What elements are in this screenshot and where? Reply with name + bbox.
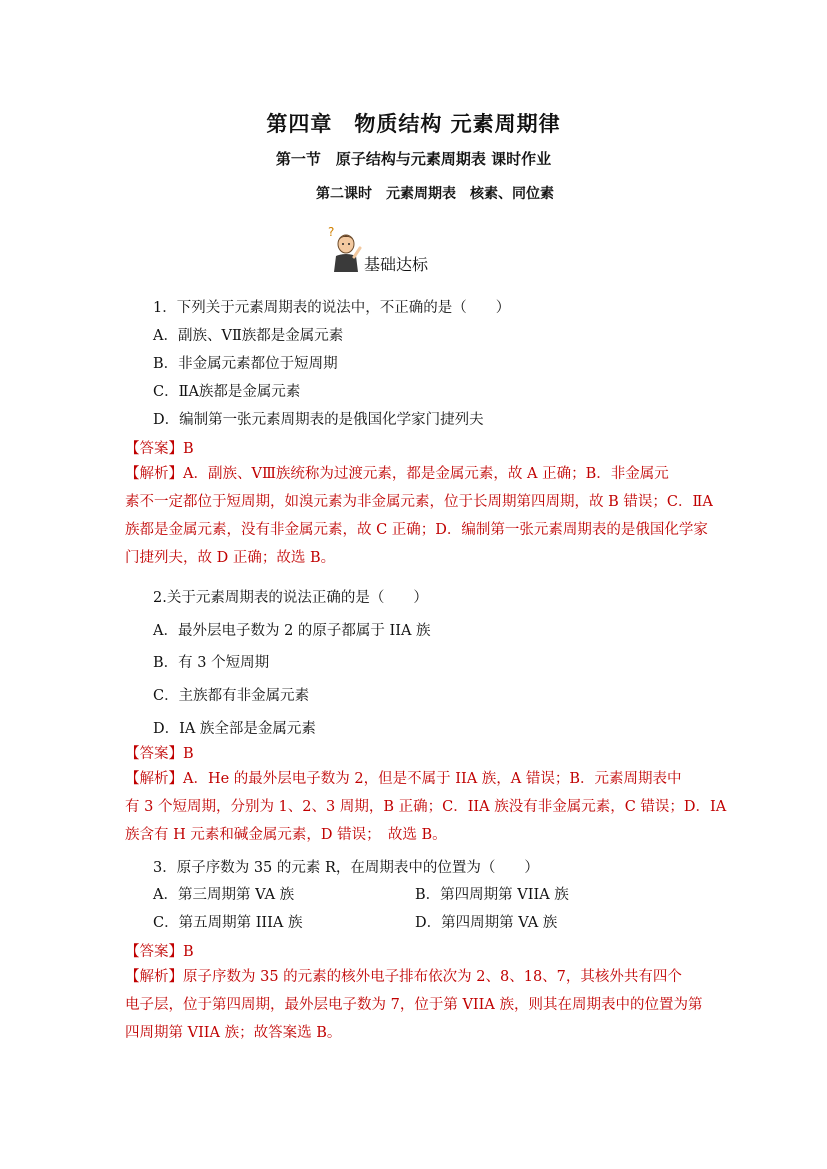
q2-stem: 2.关于元素周期表的说法正确的是（ ） [153,590,428,606]
q2-option-a: A．最外层电子数为 2 的原子都属于 IIA 族 [153,623,431,639]
q2-answer: 【答案】B [125,746,194,762]
q1-answer: 【答案】B [125,441,194,457]
q1-option-b: B．非金属元素都位于短周期 [153,356,338,372]
basic-practice-banner [326,224,476,274]
lesson-title: 第二课时 元素周期表 核素、同位素 [316,186,554,202]
q2-explanation-line: 族含有 H 元素和碱金属元素，D 错误； 故选 B。 [125,827,447,843]
q2-explanation-line: 有 3 个短周期，分别为 1、2、3 周期，B 正确；C．IIA 族没有非金属元素，C 错误；D．IA [125,799,727,815]
q2-option-d: D．IA 族全部是金属元素 [153,721,316,737]
q1-explanation-line: 【解析】A．副族、VⅢ族统称为过渡元素，都是金属元素，故 A 正确；B．非金属元 [125,466,669,482]
q2-option-b: B．有 3 个短周期 [153,655,270,671]
q1-explanation-line: 门捷列夫，故 D 正确；故选 B。 [125,550,336,566]
q1-explanation-line: 族都是金属元素，没有非金属元素，故 C 正确；D．编制第一张元素周期表的是俄国化学家 [125,522,708,538]
q3-explanation-line: 四周期第 VIIA 族；故答案选 B。 [125,1025,342,1041]
banner-label: 基础达标 [364,255,429,274]
q3-stem: 3．原子序数为 35 的元素 R，在周期表中的位置为（ ） [153,860,539,876]
q3-option-a: A．第三周期第 VA 族 [153,887,295,903]
q3-option-d: D．第四周期第 VA 族 [415,915,558,931]
q1-stem: 1．下列关于元素周期表的说法中，不正确的是（ ） [153,300,511,316]
q3-explanation-line: 【解析】原子序数为 35 的元素的核外电子排布依次为 2、8、18、7，其核外共有四个 [125,969,682,985]
q3-explanation [125,963,703,1047]
q1-explanation-line: 素不一定都位于短周期，如溴元素为非金属元素，位于长周期第四周期，故 B 错误；C．ⅡA [125,494,713,510]
q1-option-c: C．ⅡA族都是金属元素 [153,384,301,400]
q3-explanation-line: 电子层，位于第四周期，最外层电子数为 7，位于第 VIIA 族，则其在周期表中的位置为第 [125,997,703,1013]
section-title: 第一节 原子结构与元素周期表 课时作业 [275,150,552,168]
q1-option-d: D．编制第一张元素周期表的是俄国化学家门捷列夫 [153,412,484,428]
q2-option-c: C．主族都有非金属元素 [153,688,310,704]
q1-explanation [125,460,713,572]
q3-answer: 【答案】B [125,944,194,960]
svg-text:?: ? [328,225,335,239]
q3-option-c: C．第五周期第 IIIA 族 [153,915,303,931]
q3-option-b: B．第四周期第 VIIA 族 [415,887,569,903]
chapter-title: 第四章 物质结构 元素周期律 [266,111,561,136]
q2-explanation-line: 【解析】A．He 的最外层电子数为 2，但是不属于 IIA 族，A 错误；B．元素周期表中 [125,771,682,787]
q2-explanation [125,765,727,849]
q1-option-a: A．副族、VⅡ族都是金属元素 [153,328,344,344]
thinking-boy-icon [326,224,366,274]
